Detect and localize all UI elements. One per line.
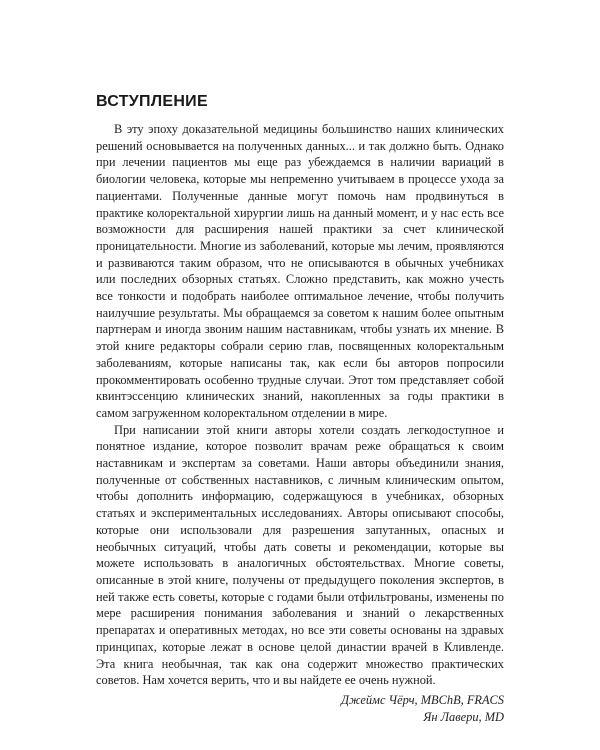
paragraph-1: В эту эпоху доказательной медицины большинство наших клинических решений основывается на полученных данных... и так должно быть. Однако при лечении пациентов мы еще раз убеждаемся в наличии вариаций в биологии человека, которые мы непременно учитываем в процессе ухода за пациентами. Полученные данные могут помочь нам продвинуться в практике колоректальной хирургии лишь на данный момент, и у нас есть все возможности для расширения нашей практики за счет клинической проницательности. Многие из заболеваний, которые мы лечим, проявляются и развиваются таким образом, что не описываются в обычных учебниках или последних обзорных статьях. Сложно представить, как можно учесть все тонкости и подобрать наиболее оптимальное лечение, чтобы получить наилучшие результаты. Мы обращаемся за советом к нашим более опытным партнерам и иногда звоним нашим наставникам, чтобы узнать их мнение. В этой книге редакторы собрали серию глав, посвященных колоректальным заболеваниям, которые написаны так, как если бы авторов попросили прокомментировать особенно трудные случаи. Этот том представляет собой квинтэссенцию клинических знаний, накопленных за годы практики в самом загруженном колоректальном отделении в мире. — [96, 122, 504, 420]
signature-author-1: Джеймс Чёрч, MBChB, FRACS — [341, 692, 504, 707]
paragraph-2: При написании этой книги авторы хотели создать легкодоступное и понятное издание, которое позволит врачам реже обращаться к своим наставникам и экспертам за советами. Наши авторы объединили знания, полученные от собственных наставников, с личным клиническим опытом, чтобы дополнить информацию, содержащуюся в учебниках, обзорных статьях и экспериментальных исследованиях. Авторы описывают способы, которые они использовали для разрешения запутанных, опасных и необычных ситуаций, чтобы дать советы и рекомендации, которые вы можете использовать в аналогичных обстоятельствах. Многие советы, описанные в этой книге, получены от предыдущего поколения экспертов, в ней также есть советы, которые с годами были отфильтрованы, изменены по мере расширения понимания заболевания и знаний о лекарственных препаратах и оперативных методах, но все эти советы основаны на здравых принципах, которые лежат в основе целой династии врачей в Кливленде. Эта книга необычная, так как она содержит множество практических советов. Нам хочется верить, что и вы найдете ее очень нужной. — [96, 422, 504, 688]
preface-page — [96, 92, 504, 726]
signature-author-2: Ян Лавери, MD — [423, 709, 504, 724]
signature-block — [96, 692, 504, 726]
page-title: ВСТУПЛЕНИЕ — [96, 93, 208, 110]
